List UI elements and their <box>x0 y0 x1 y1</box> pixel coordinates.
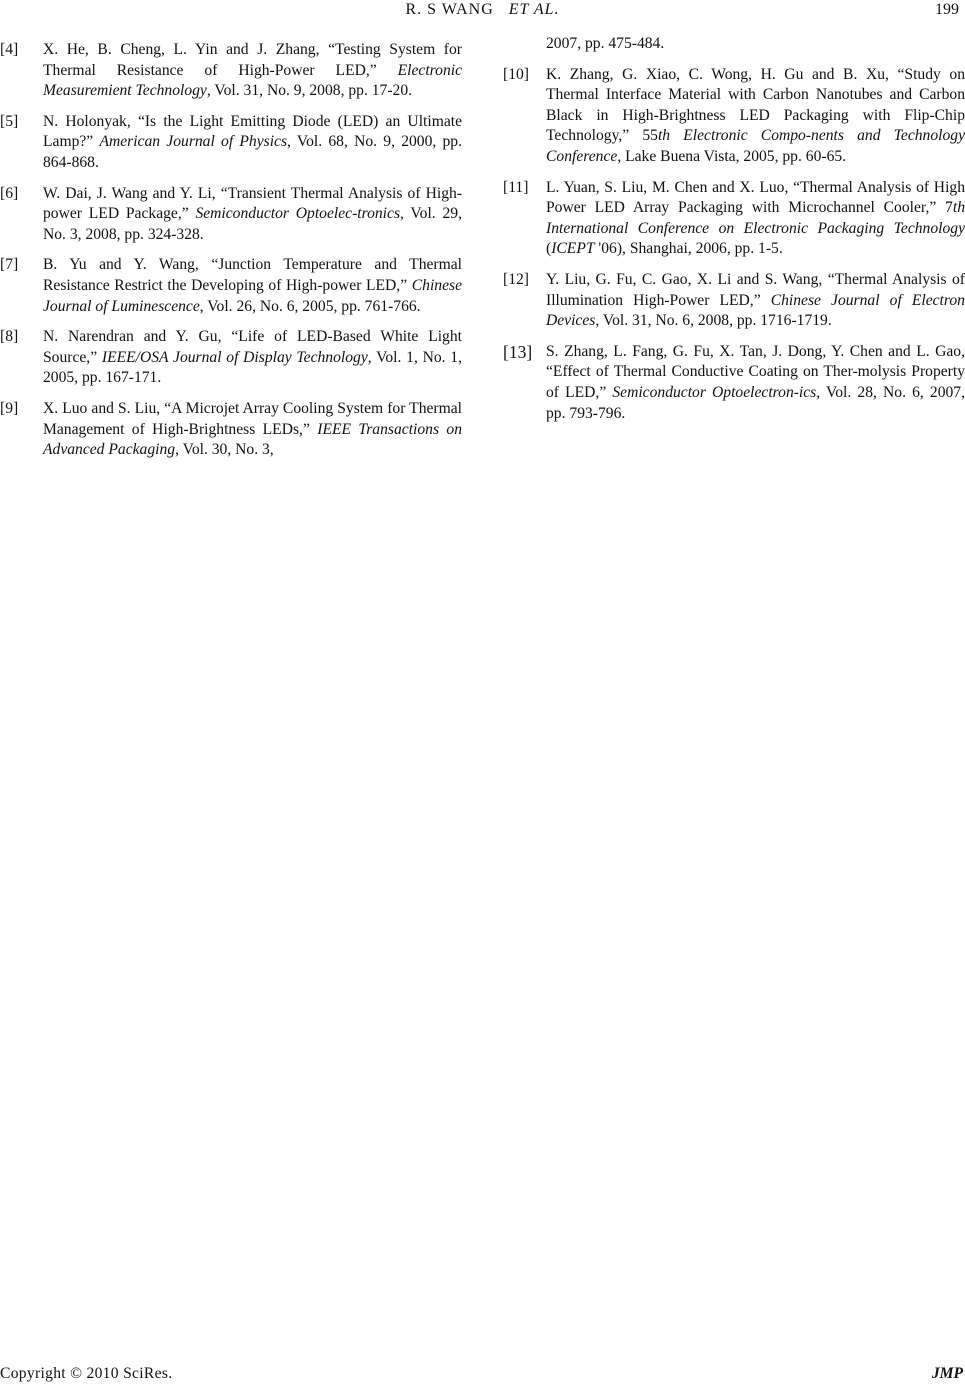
running-head <box>0 1 965 19</box>
reference-source-title: Semiconductor Optoelectron-ics <box>612 383 817 401</box>
reference-number: [12] <box>503 270 529 288</box>
reference-text-run: , Vol. 1, No. 1, 2005, pp. 167-171. <box>43 348 462 387</box>
references-left-column <box>0 40 462 471</box>
reference-text-run: , Lake Buena Vista, 2005, pp. 60-65. <box>617 147 847 165</box>
reference-text-run: X. Luo and S. Liu, “A Microjet Array Cooling System for Thermal Management of High-Brightness LEDs,” <box>43 399 462 438</box>
reference-number: [4] <box>0 41 19 58</box>
reference-text-run: , Vol. 68, No. 9, 2000, pp. 864-868. <box>43 133 462 171</box>
reference-text <box>43 399 462 461</box>
reference-continuation: 2007, pp. 475-484. <box>546 35 665 52</box>
reference-text-run: S. Zhang, L. Fang, G. Fu, X. Tan, J. Dong, Y. Chen and L. Gao, “Effect of Thermal Conductive Coating on Ther-molysis Property of LED,” <box>546 342 965 401</box>
reference-number: [5] <box>0 112 19 130</box>
reference-source-title: Chinese Journal of Luminescence <box>43 276 462 315</box>
references-right-list <box>503 65 965 425</box>
reference-entry <box>0 184 462 246</box>
copyright-notice: Copyright © 2010 SciRes. <box>0 1365 173 1382</box>
reference-source-title: th International Conference on Electronic Packaging Technology <box>546 199 965 237</box>
reference-text <box>43 255 462 317</box>
reference-text-run: N. Holonyak, “Is the Light Emitting Diode (LED) an Ultimate Lamp?” <box>43 112 462 151</box>
reference-source-title: Semiconductor Optoelec-tronics <box>195 205 401 223</box>
reference-text-run: ( <box>546 240 552 258</box>
reference-entry <box>0 399 462 461</box>
reference-text-run: K. Zhang, G. Xiao, C. Wong, H. Gu and B. Xu, “Study on Thermal Interface Material with Carbon Nanotubes and Carbon Black in High-Brightness LED Packaging with Flip-Chip Technology,” 55 <box>546 65 965 145</box>
reference-number: [11] <box>503 178 529 196</box>
reference-text <box>43 40 462 102</box>
page-header <box>0 0 965 24</box>
reference-text <box>43 327 462 389</box>
reference-entry <box>503 178 965 260</box>
reference-text-run: B. Yu and Y. Wang, “Junction Temperature and Thermal Resistance Restrict the Developing of High-power LED,” <box>43 256 462 294</box>
reference-text <box>43 112 462 174</box>
reference-text-run: '06), Shanghai, 2006, pp. 1-5. <box>594 240 783 258</box>
reference-entry <box>0 255 462 317</box>
reference-text-run: X. He, B. Cheng, L. Yin and J. Zhang, “Testing System for Thermal Resistance of High-Power LED,” <box>43 41 462 79</box>
reference-entry <box>0 40 462 102</box>
reference-text-run: , Vol. 29, No. 3, 2008, pp. 324-328. <box>43 205 463 243</box>
reference-text-run: , Vol. 26, No. 6, 2005, pp. 761-766. <box>199 297 421 315</box>
reference-text-run: , Vol. 28, No. 6, 2007, pp. 793-796. <box>546 383 965 422</box>
reference-number: [8] <box>0 328 19 346</box>
reference-text <box>546 65 965 168</box>
reference-text-run: Y. Liu, G. Fu, C. Gao, X. Li and S. Wang, “Thermal Analysis of Illumination High-Power LED,” <box>546 270 965 309</box>
reference-source-title: th Electronic Compo-nents and Technology Conference <box>546 127 965 165</box>
reference-entry <box>0 327 462 389</box>
reference-source-title: Electronic Measuremient Technology <box>43 61 462 100</box>
reference-text <box>546 342 965 424</box>
running-head-author: R. S WANG <box>405 1 494 18</box>
references-right-column <box>503 35 965 434</box>
reference-source-title: IEEE/OSA Journal of Display Technology <box>101 348 368 366</box>
reference-text-run: N. Narendran and Y. Gu, “Life of LED-Based White Light Source,” <box>43 328 462 366</box>
journal-abbreviation: JMP <box>931 1365 963 1382</box>
page-footer <box>0 1365 965 1385</box>
reference-number: [7] <box>0 256 19 274</box>
reference-entry <box>503 342 965 424</box>
reference-text-run: , Vol. 31, No. 9, 2008, pp. 17-20. <box>206 82 413 100</box>
reference-text-run: , Vol. 30, No. 3, <box>175 441 274 459</box>
reference-text-run: W. Dai, J. Wang and Y. Li, “Transient Thermal Analysis of High-power LED Package,” <box>43 184 462 223</box>
reference-entry <box>503 270 965 332</box>
page-number: 199 <box>935 1 959 18</box>
reference-source-title: Chinese Journal of Electron Devices <box>546 291 965 330</box>
reference-entry <box>0 112 462 174</box>
reference-text <box>43 184 462 246</box>
reference-source-title: American Journal of Physics <box>99 133 288 151</box>
reference-text <box>546 178 965 260</box>
reference-number: [13] <box>503 341 533 362</box>
reference-text-run: , Vol. 31, No. 6, 2008, pp. 1716-1719. <box>595 312 832 330</box>
reference-text <box>546 270 965 332</box>
reference-source-title: IEEE Transactions on Advanced Packaging <box>43 420 463 459</box>
reference-number: [6] <box>0 184 19 202</box>
reference-text-run: L. Yuan, S. Liu, M. Chen and X. Luo, “Thermal Analysis of High Power LED Array Packaging with Microchannel Cooler,” 7 <box>546 178 965 217</box>
reference-source-title: ICEPT <box>551 240 595 258</box>
reference-entry <box>503 65 965 168</box>
reference-number: [9] <box>0 399 19 417</box>
reference-number: [10] <box>503 65 529 83</box>
running-head-etal: ET AL. <box>508 1 560 18</box>
